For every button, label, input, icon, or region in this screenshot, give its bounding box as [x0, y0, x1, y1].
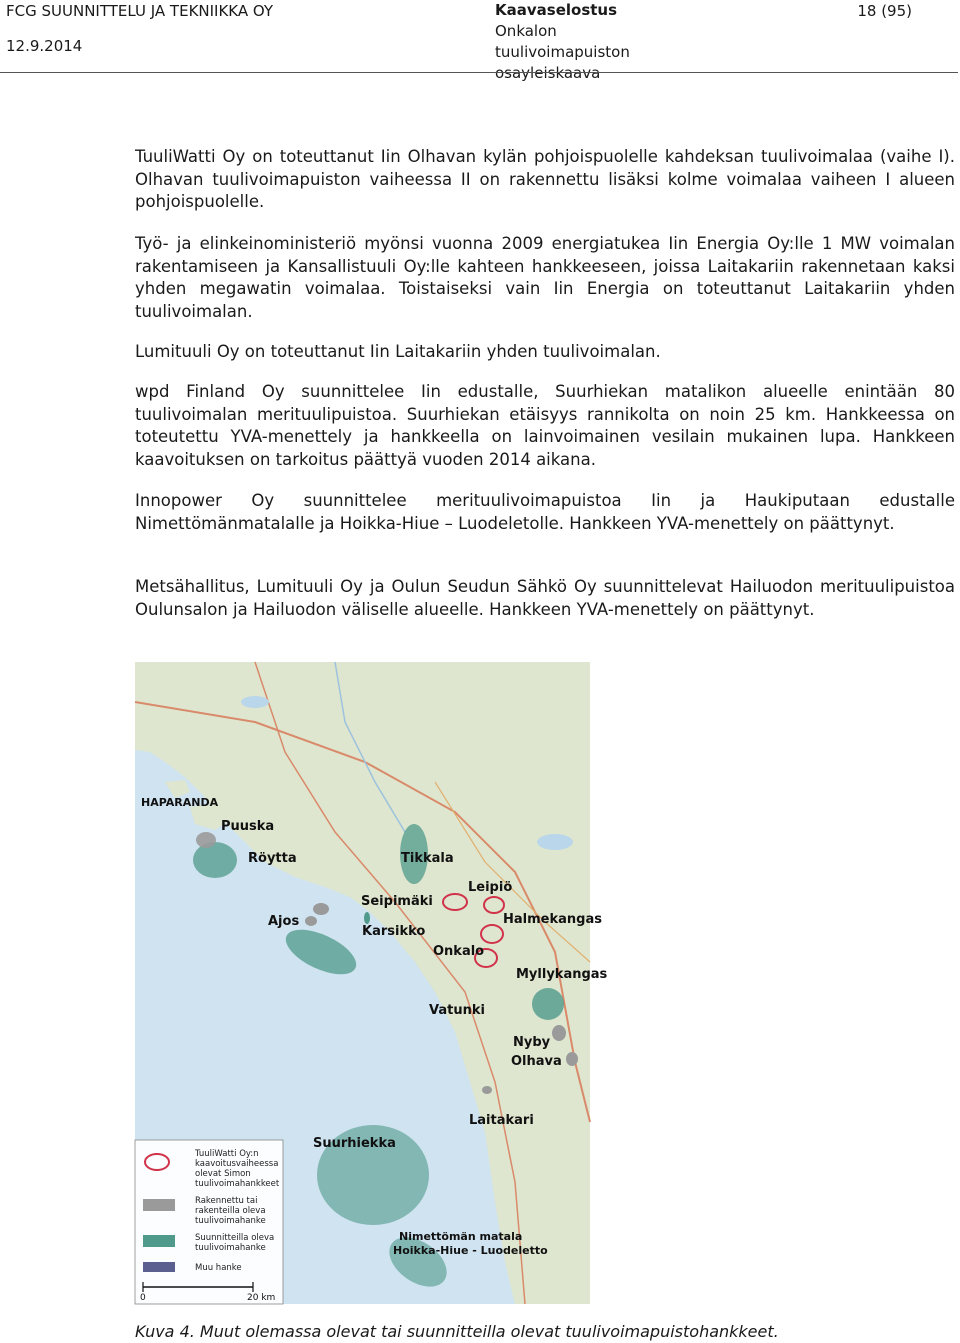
paragraph-wpd-suurhiekka: wpd Finland Oy suunnittelee Iin edustalle, Suurhiekan matalikon alueelle enintään 80 tuulivoimalan merituulipuistoa. Suurhiekan etäisyys rannikolta on noin 25 km. Hankkeessa on toteutettu YVA-menettely ja hankkeella on lainvoimainen vesilain mukainen lupa. Hankkeen kaavoituksen on tarkoitus päättyä vuoden 2014 aikana.	[135, 382, 955, 469]
lake	[537, 834, 573, 850]
legend-symbol-muu	[143, 1262, 175, 1272]
legend-item-2-line-1: Rakennettu tai	[195, 1196, 258, 1206]
document-title-line-3: osayleiskaava	[495, 64, 601, 82]
legend-item-3-line-1: Suunnitteilla oleva	[195, 1233, 275, 1243]
place-suurhiekka: Suurhiekka	[313, 1136, 396, 1151]
place-olhava: Olhava	[511, 1054, 562, 1069]
place-vatunki: Vatunki	[429, 1003, 485, 1018]
document-title-line-1: Onkalon	[495, 22, 557, 40]
place-karsikko: Karsikko	[362, 924, 426, 939]
place-onkalo: Onkalo	[433, 944, 485, 959]
paragraph-innopower: Innopower Oy suunnittelee merituulivoimapuistoa Iin ja Haukiputaan edustalle Nimettömänmatalalle ja Hoikka-Hiue – Luodeletolle. Hankkeen YVA-menettely on päättynyt.	[135, 491, 955, 533]
legend-item-1-line-3: olevat Simon	[195, 1169, 251, 1179]
page-header	[0, 0, 960, 82]
project-area-rakennettu	[196, 832, 216, 848]
legend-symbol-suunnitteilla	[143, 1235, 175, 1247]
place-nyby: Nyby	[513, 1035, 551, 1050]
place-leipio: Leipiö	[468, 880, 513, 895]
project-area-laitakari	[482, 1086, 492, 1094]
legend-item-4: Muu hanke	[195, 1263, 242, 1273]
place-royttta: Röytta	[248, 851, 297, 866]
legend-item-1-line-4: tuulivoimahankkeet	[195, 1179, 280, 1189]
paragraph-tuuliwatti: TuuliWatti Oy on toteuttanut Iin Olhavan kylän pohjoispuolelle kahdeksan tuulivoimalaa (vaihe I). Olhavan tuulivoimapuiston vaiheessa II on rakennettu lisäksi kolme voimalaa vaiheen I alueen pohjoispuolelle.	[135, 147, 955, 211]
company-name: FCG SUUNNITTELU JA TEKNIIKKA OY	[6, 2, 274, 20]
project-area-karsikko	[364, 912, 370, 924]
document-title-line-2: tuulivoimapuiston	[495, 43, 630, 61]
legend-symbol-rakennettu	[143, 1199, 175, 1211]
project-area-puuska	[193, 842, 237, 878]
header-divider	[0, 72, 958, 73]
document-date: 12.9.2014	[6, 37, 83, 55]
page-number: 18 (95)	[857, 2, 912, 20]
project-area-myllykangas	[532, 988, 564, 1020]
legend-item-1-line-2: kaavoitusvaiheessa	[195, 1159, 279, 1169]
place-ajos: Ajos	[268, 914, 300, 929]
place-myllykangas: Myllykangas	[516, 967, 608, 982]
paragraph-metsahallitus: Metsähallitus, Lumituuli Oy ja Oulun Seudun Sähkö Oy suunnittelevat Hailuodon merituulipuistoa Oulunsalon ja Hailuodon väliselle alueelle. Hankkeen YVA-menettely on päättynyt.	[135, 577, 955, 619]
legend-item-1-line-1: TuuliWatti Oy:n	[195, 1149, 259, 1159]
place-puuska: Puuska	[221, 819, 275, 834]
lake	[241, 696, 269, 708]
document-type: Kaavaselostus	[495, 1, 618, 19]
scale-label-20km: 20 km	[247, 1293, 276, 1303]
place-seipimaki: Seipimäki	[361, 894, 433, 909]
scale-label-zero: 0	[140, 1293, 146, 1303]
figure-caption: Kuva 4. Muut olemassa olevat tai suunnitteilla olevat tuulivoimapuistohankkeet.	[135, 1322, 779, 1341]
map-legend	[135, 1140, 283, 1304]
place-nimettoman-matala: Nimettömän matala	[399, 1230, 523, 1243]
wind-projects-map	[135, 662, 608, 1304]
legend-item-2-line-2: rakenteilla oleva	[195, 1206, 266, 1216]
place-laitakari: Laitakari	[469, 1113, 534, 1128]
place-hoikka-hiue: Hoikka-Hiue - Luodeletto	[393, 1244, 548, 1257]
place-halmekangas: Halmekangas	[503, 912, 602, 927]
place-tikkala: Tikkala	[401, 851, 454, 866]
project-area-ajos-1	[313, 903, 329, 915]
project-area-olhava-2	[566, 1052, 578, 1066]
project-area-ajos-2	[305, 916, 317, 926]
paragraph-tem-energiatuki: Työ- ja elinkeinoministeriö myönsi vuonna 2009 energiatukea Iin Energia Oy:lle 1 MW voimalan rakentamiseen ja Kansallistuuli Oy:lle kahteen hankkeeseen, joissa Laitakariin rakennetaan kaksi yhden megawatin voimalaa. Toistaiseksi vain Iin Energia on toteuttanut Laitakariin yhden tuulivoimalan.	[135, 234, 955, 321]
project-area-olhava-1	[552, 1025, 566, 1041]
legend-item-2-line-3: tuulivoimahanke	[195, 1216, 266, 1226]
paragraph-lumituuli: Lumituuli Oy on toteuttanut Iin Laitakariin yhden tuulivoimalan.	[135, 342, 661, 361]
place-haparanda: HAPARANDA	[141, 796, 219, 809]
legend-item-3-line-2: tuulivoimahanke	[195, 1243, 266, 1253]
